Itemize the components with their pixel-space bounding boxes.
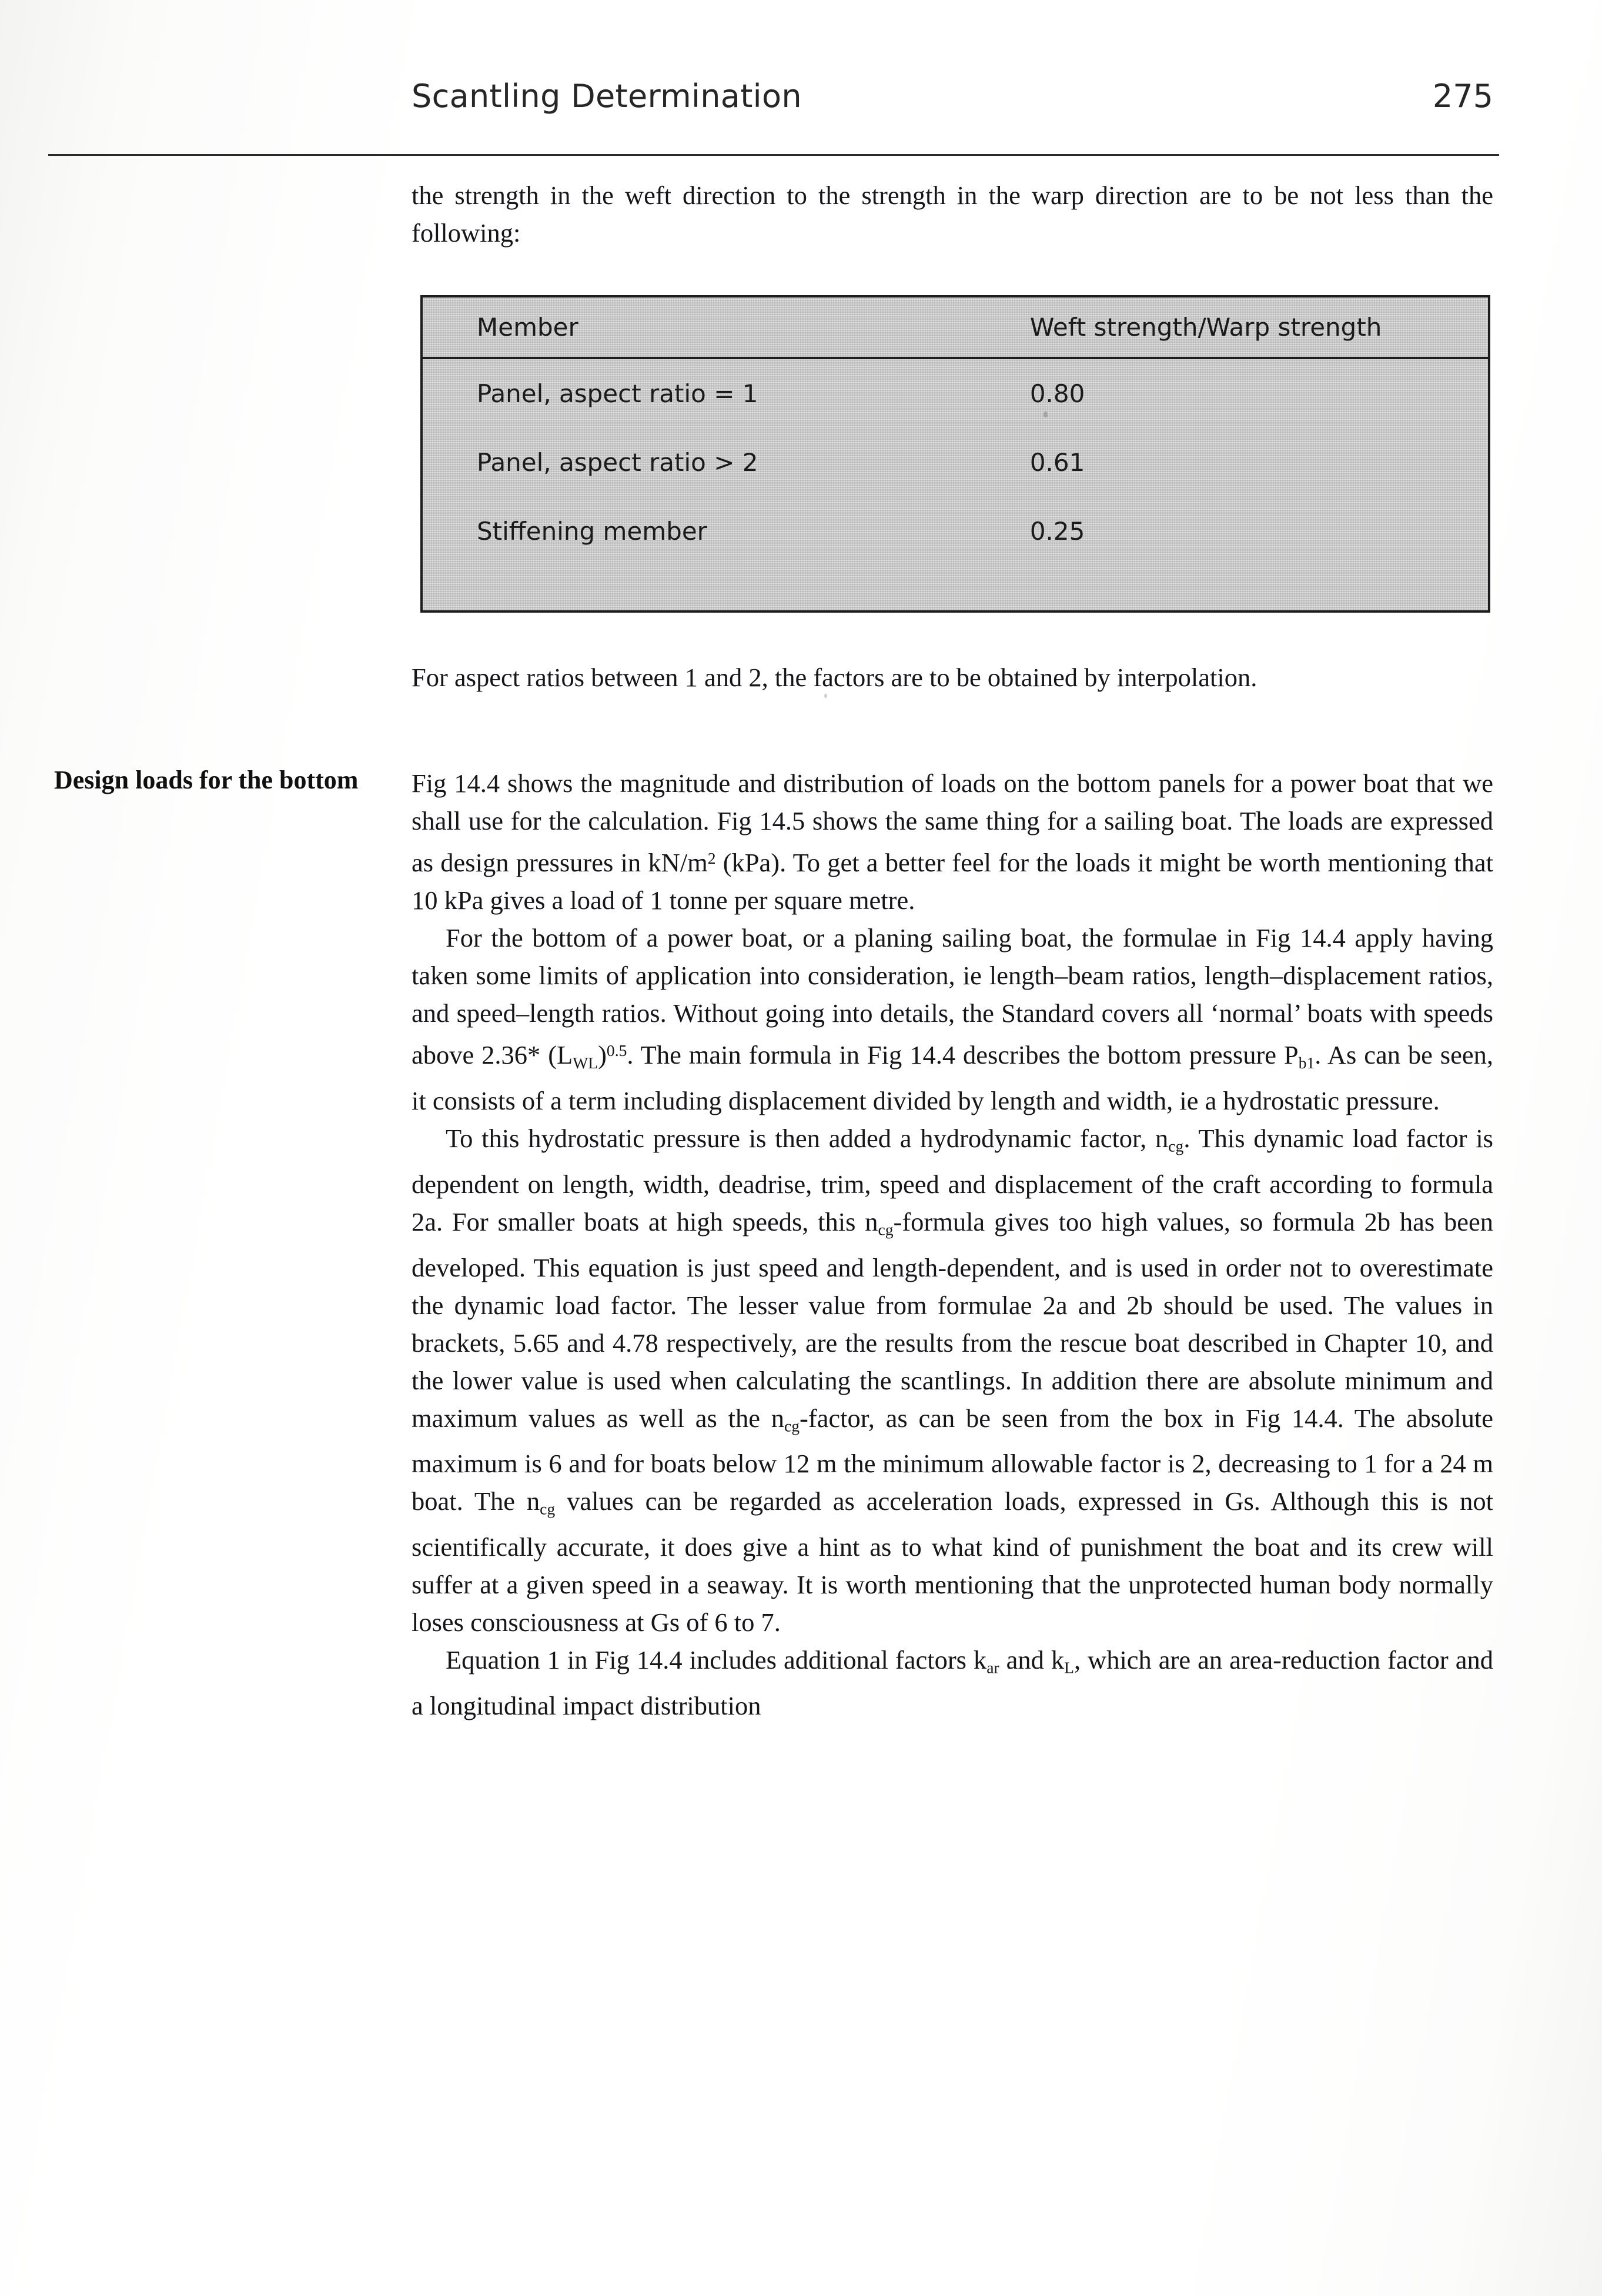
running-head [412,78,1493,115]
body-paragraph-4 [412,1641,1493,1724]
cell-member: Panel, aspect ratio = 1 [477,379,758,408]
table-row [423,428,1488,497]
p2-part-c: . The main formula in Fig 14.4 describes the bottom pressure P [627,1040,1299,1070]
side-heading [54,763,383,797]
table-row [423,358,1488,428]
column-header-ratio: Weft strength/Warp strength [1030,298,1488,358]
p2-part-d: . As can be seen, it consists of a term including displacement divided by length and width, ie a hydrostatic pressure. [412,1040,1493,1116]
table-header-row [423,298,1488,358]
p3-part-d: -factor, as can be seen from the box in Fig 14.4. The absolute maximum is 6 and for boats below 12 m the minimum allowable factor is 2, decreasing to 1 for a 24 m boat. The n [412,1403,1493,1516]
interpolation-paragraph-block [412,659,1493,696]
body-text-block [412,764,1493,1724]
p3-part-e: values can be regarded as acceleration loads, expressed in Gs. Although this is not scientifically accurate, it does give a hint as to what kind of punishment the boat and its crew will suffer at a given speed in a seaway. It is worth mentioning that the unprotected human body normally loses consciousness at Gs of 6 to 7. [412,1486,1493,1637]
p2-part-a: For the bottom of a power boat, or a planing sailing boat, the formulae in Fig 14.4 apply having taken some limits of application into consideration, ie length–beam ratios, length–displacement ratios, and speed–length ratios. Without going into details, the Standard covers all ‘normal’ boats with speeds above 2.36* (L [412,923,1493,1070]
p4-part-a: Equation 1 in Fig 14.4 includes additional factors k [446,1645,987,1675]
weft-warp-strength-table [420,295,1490,613]
p3-subscript-cg-1: cg [1168,1137,1184,1155]
body-paragraph-1 [412,764,1493,919]
p1-superscript-2: 2 [707,849,716,867]
p2-part-b: ) [598,1040,607,1070]
header-rule [48,154,1499,156]
side-heading-text: Design loads for the bottom [54,766,359,794]
intro-paragraph: the strength in the weft direction to the strength in the warp direction are to be not less than the following: [412,181,1493,248]
body-paragraph-3 [412,1119,1493,1641]
p3-subscript-cg-4: cg [540,1500,556,1519]
body-paragraph-2 [412,919,1493,1119]
interpolation-paragraph: For aspect ratios between 1 and 2, the factors are to be obtained by interpolation. [412,663,1257,692]
p1-part-b: (kPa). To get a better feel for the loads it might be worth mentioning that 10 kPa gives a load of 1 tonne per square metre. [412,848,1493,915]
scan-speck [1044,412,1048,417]
intro-paragraph-block [412,176,1493,252]
p3-part-c: -formula gives too high values, so formula 2b has been developed. This equation is just speed and length-dependent, and is used in order not to overestimate the dynamic load factor. The lesser value from formulae 2a and 2b should be used. The values in brackets, 5.65 and 4.78 respectively, are the results from the rescue boat described in Chapter 10, and the lower value is used when calculating the scantlings. In addition there are absolute minimum and maximum values as well as the n [412,1207,1493,1433]
p3-subscript-cg-3: cg [784,1416,800,1435]
page-number: 275 [1432,78,1493,115]
column-header-member: Member [423,298,1030,358]
p1-part-a: Fig 14.4 shows the magnitude and distribution of loads on the bottom panels for a power boat that we shall use for the calculation. Fig 14.5 shows the same thing for a sailing boat. The loads are expressed as design pressures in kN/m [412,768,1493,878]
p2-subscript-wl: WL [573,1054,598,1072]
p3-part-b: . This dynamic load factor is dependent on length, width, deadrise, trim, speed and displacement of the craft according to formula 2a. For smaller boats at high speeds, this n [412,1124,1494,1236]
p4-subscript-l: L [1064,1658,1074,1677]
p4-part-c: , which are an area-reduction factor and a longitudinal impact distribution [412,1645,1493,1720]
p2-superscript-05: 0.5 [606,1041,627,1060]
cell-ratio: 0.25 [1029,517,1085,546]
p4-part-b: and k [999,1645,1065,1675]
p4-subscript-ar: ar [986,1658,999,1677]
cell-ratio: 0.61 [1029,448,1085,477]
running-head-title: Scantling Determination [412,78,802,115]
cell-ratio: 0.80 [1029,379,1085,408]
table-row [423,497,1488,566]
p3-part-a: To this hydrostatic pressure is then added a hydrodynamic factor, n [446,1124,1169,1154]
cell-member: Stiffening member [477,517,707,546]
cell-member: Panel, aspect ratio > 2 [477,448,758,477]
strength-ratio-table [423,298,1488,566]
p2-subscript-b1: b1 [1298,1054,1315,1072]
p3-subscript-cg-2: cg [878,1220,894,1239]
